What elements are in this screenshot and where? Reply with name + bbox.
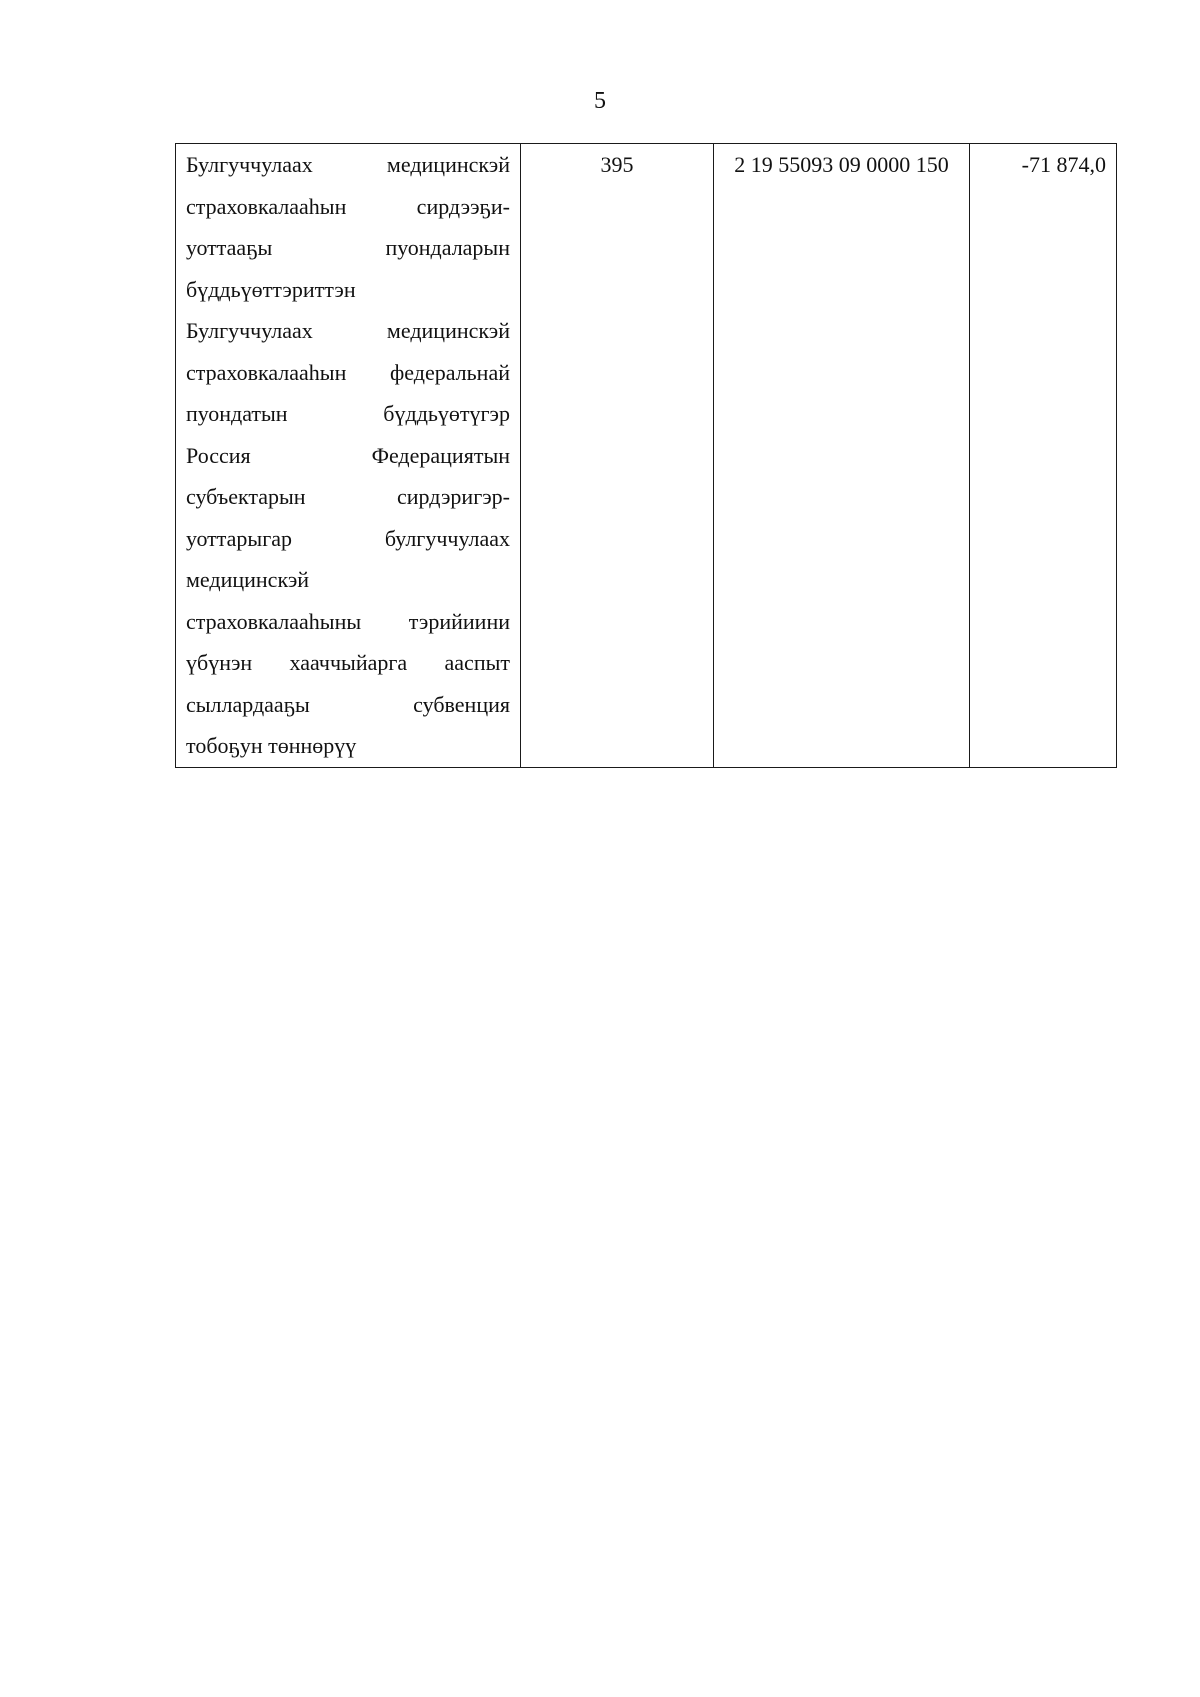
description-line: медицинскэй — [186, 567, 310, 592]
budget-classification-code-cell: 2 19 55093 09 0000 150 — [714, 144, 970, 768]
description-line: Булгуччулаах медицинскэй — [186, 318, 510, 343]
budget-table — [175, 143, 1117, 768]
description-line: страховкалааһын сирдээҕи- — [186, 193, 510, 219]
amount-cell: -71 874,0 — [970, 144, 1117, 768]
description-line: пуондатын бүддьүөтүгэр — [186, 401, 510, 426]
page-number: 5 — [594, 88, 606, 114]
description-line: тобоҕун төннөрүү — [186, 733, 357, 758]
description-line: үбүнэн хааччыйарга ааспыт — [186, 650, 510, 675]
description-line: уоттарыгар булгуччулаах — [186, 525, 510, 551]
description-line: страховкалааһын федеральнай — [186, 359, 510, 385]
description-line: страховкалааһыны тэрийиини — [186, 608, 510, 634]
description-cell — [176, 144, 521, 768]
description-line: уоттааҕы пуондаларын — [186, 235, 510, 260]
description-line: субъектарын сирдэригэр- — [186, 484, 510, 509]
description-line: сыллардааҕы субвенция — [186, 691, 510, 717]
admin-code-cell: 395 — [521, 144, 714, 768]
table-row — [176, 144, 1117, 768]
description-line: бүддьүөттэриттэн — [186, 276, 356, 302]
description-line: Россия Федерациятын — [186, 442, 510, 468]
description-line: Булгуччулаах медицинскэй — [186, 152, 510, 177]
